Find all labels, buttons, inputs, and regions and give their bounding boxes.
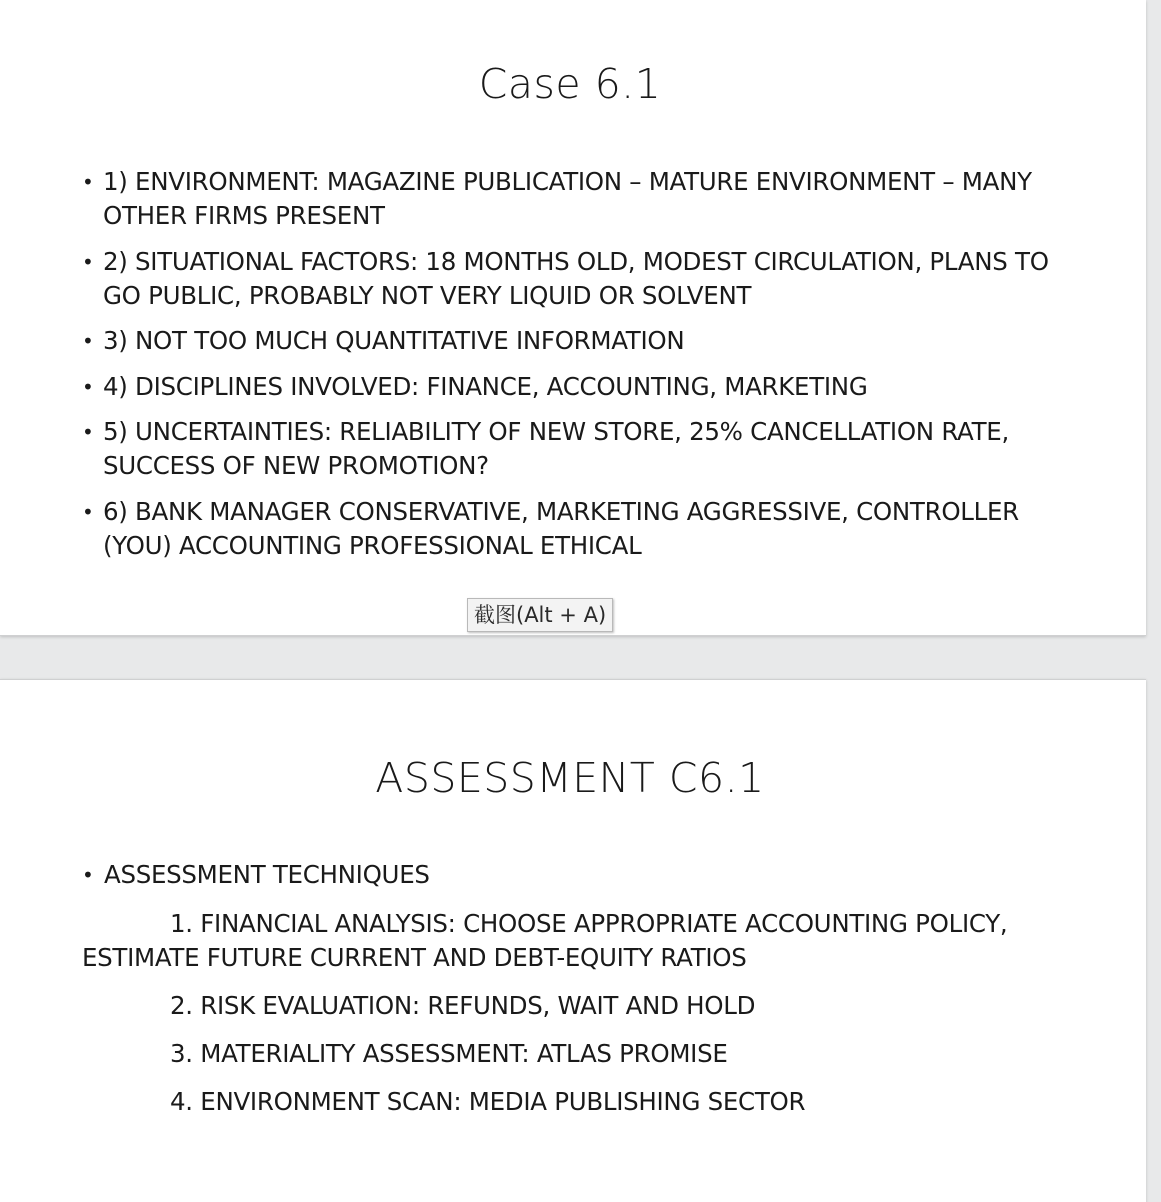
assessment-heading-text: ASSESSMENT TECHNIQUES bbox=[104, 860, 430, 889]
bullet-dot-icon: • bbox=[82, 499, 94, 524]
bullet-item bbox=[82, 370, 1072, 404]
bullet-dot-icon: • bbox=[82, 374, 94, 399]
slide-title: ASSESSMENT C6.1 bbox=[375, 754, 765, 802]
bullet-item bbox=[82, 495, 1072, 563]
bullet-item bbox=[82, 324, 1072, 358]
bullet-item bbox=[82, 245, 1072, 313]
bullet-dot-icon: • bbox=[82, 863, 94, 887]
bullet-text: 3) NOT TOO MUCH QUANTITATIVE INFORMATION bbox=[103, 326, 685, 355]
bullet-list bbox=[82, 165, 1072, 574]
assessment-item: 2. RISK EVALUATION: REFUNDS, WAIT AND HOLD bbox=[170, 991, 756, 1020]
bullet-dot-icon: • bbox=[82, 249, 94, 274]
slide-title: Case 6.1 bbox=[478, 60, 662, 108]
bullet-dot-icon: • bbox=[82, 420, 94, 444]
bullet-item bbox=[82, 165, 1072, 233]
screenshot-tooltip: 截图(Alt + A) bbox=[467, 598, 613, 632]
assessment-item: 3. MATERIALITY ASSESSMENT: ATLAS PROMISE bbox=[170, 1039, 728, 1068]
assessment-heading bbox=[82, 858, 1072, 892]
bullet-dot-icon: • bbox=[82, 170, 94, 194]
assessment-item: 1. FINANCIAL ANALYSIS: CHOOSE APPROPRIATE ACCOUNTING POLICY, ESTIMATE FUTURE CURRENT AND DEBT-EQUITY RATIOS bbox=[82, 909, 1008, 972]
bullet-text: 4) DISCIPLINES INVOLVED: FINANCE, ACCOUNTING, MARKETING bbox=[103, 371, 868, 401]
assessment-content bbox=[82, 858, 1072, 1119]
bullet-item bbox=[82, 415, 1072, 483]
assessment-item: 4. ENVIRONMENT SCAN: MEDIA PUBLISHING SECTOR bbox=[170, 1087, 806, 1116]
bullet-text: 5) UNCERTAINTIES: RELIABILITY OF NEW STORE, 25% CANCELLATION RATE, SUCCESS OF NEW PROMOTION? bbox=[103, 417, 1009, 480]
bullet-text: 2) SITUATIONAL FACTORS: 18 MONTHS OLD, MODEST CIRCULATION, PLANS TO GO PUBLIC, PROBABLY NOT VERY LIQUID OR SOLVENT bbox=[103, 246, 1049, 310]
bullet-text: 6) BANK MANAGER CONSERVATIVE, MARKETING AGGRESSIVE, CONTROLLER (YOU) ACCOUNTING PROFESSIONAL ETHICAL bbox=[103, 496, 1019, 560]
bullet-dot-icon: • bbox=[82, 329, 94, 353]
bullet-text: 1) ENVIRONMENT: MAGAZINE PUBLICATION – MATURE ENVIRONMENT – MANY OTHER FIRMS PRESENT bbox=[103, 167, 1032, 230]
